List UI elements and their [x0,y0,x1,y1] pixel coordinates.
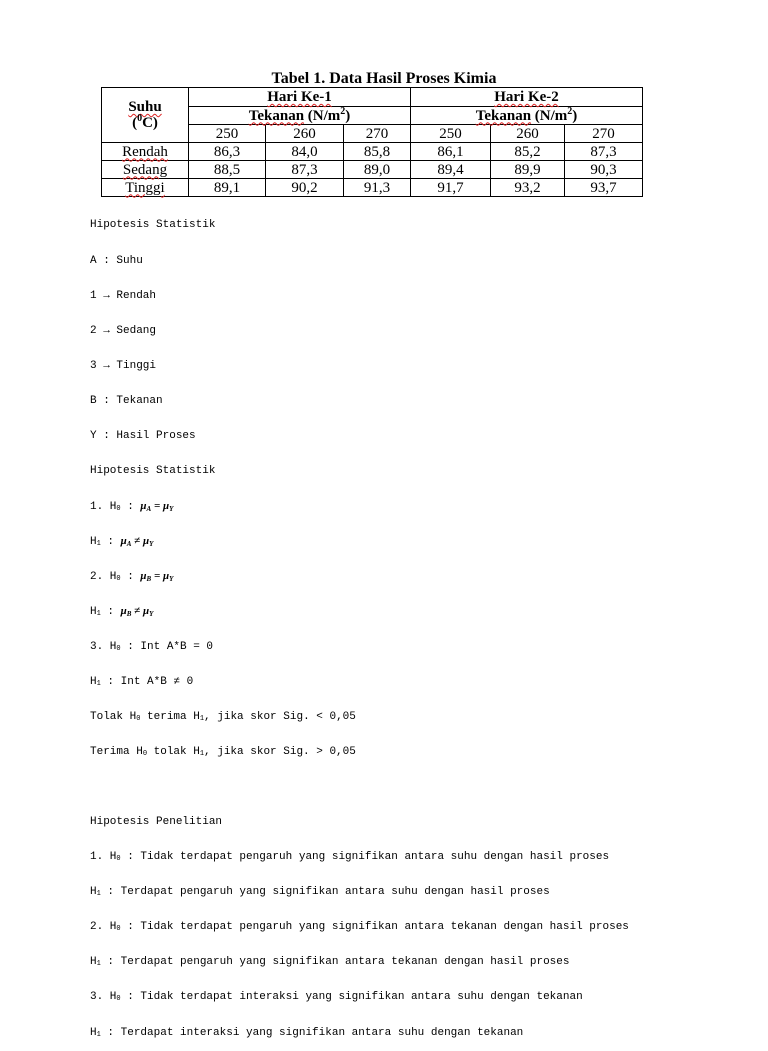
hypothesis-2-h0 [90,571,760,583]
note-line: Hipotesis Statistik [90,465,216,478]
table-cell: 90,3 [565,161,643,179]
tekanan-header-2 [411,107,643,125]
hypothesis-2-h1 [90,606,760,618]
note-line: Hipotesis Statistik [90,219,216,232]
note-line: 2 → Sedang [90,324,157,337]
table-cell: 89,1 [189,179,266,197]
tekanan-label: Tekanan $(N/m^2)$ [248,105,351,124]
table-cell: 86,3 [189,143,266,161]
note-line: 3 → Tinggi [90,359,157,372]
table-cell: 91,3 [344,179,411,197]
pressure-cell: 260 [491,125,565,143]
hypothesis-3-h1: H1 : Int A*B ≠ 0 [90,675,194,688]
row-label: Sedang [102,161,189,179]
math-expression: μB = μY [140,570,174,584]
table-cell: 91,7 [411,179,491,197]
table-cell: 90,2 [266,179,344,197]
hypothesis-prefix: 2. H0 : [90,571,134,584]
research-hypothesis-line: H1 : Terdapat interaksi yang signifikan antara suhu dengan tekanan [90,1026,524,1039]
row-label: Tinggi [102,179,189,197]
table-cell: 84,0 [266,143,344,161]
data-table [101,87,643,197]
math-expression: μB ≠ μY [120,605,154,619]
note-line: Y : Hasil Proses [90,429,196,442]
research-hypothesis-line: H1 : Terdapat pengaruh yang signifikan antara suhu dengan hasil proses [90,886,550,899]
rule-reject: Tolak H0 terima H1, jika skor Sig. < 0,05 [90,710,356,723]
note-line: A : Suhu [90,254,143,267]
table-title: Tabel 1. Data Hasil Proses Kimia [271,70,497,87]
hypothesis-prefix: H1 : [90,606,115,619]
rule-accept: Terima H0 tolak H1, jika skor Sig. > 0,05 [90,745,356,758]
row-label: Rendah [102,143,189,161]
suhu-unit: ($^0$C) [132,113,158,131]
table-cell: 85,8 [344,143,411,161]
suhu-header-cell [102,88,189,143]
table-row [102,179,643,197]
tekanan-header-1 [189,107,411,125]
table-cell: 89,9 [491,161,565,179]
note-line: B : Tekanan [90,394,163,407]
table-row [102,143,643,161]
hypothesis-prefix: 1. H0 : [90,501,134,514]
table-cell: 88,5 [189,161,266,179]
tekanan-label: Tekanan $(N/m^2)$ [475,105,578,124]
pressure-cell: 270 [565,125,643,143]
table-cell: 89,4 [411,161,491,179]
hypothesis-1-h1 [90,536,760,548]
table-cell: 89,0 [344,161,411,179]
hari1-label: Hari Ke-1 [267,89,332,105]
hari2-label: Hari Ke-2 [494,89,559,105]
hypothesis-notes [90,197,760,1051]
table-cell: 87,3 [266,161,344,179]
pressure-cell: 250 [411,125,491,143]
math-expression: μA = μY [140,500,174,514]
pressure-cell: 260 [266,125,344,143]
pressure-cell: 270 [344,125,411,143]
table-cell: 86,1 [411,143,491,161]
table-cell: 87,3 [565,143,643,161]
math-expression: μA ≠ μY [120,535,154,549]
table-cell: 93,2 [491,179,565,197]
hypothesis-1-h0 [90,501,760,513]
hari1-header [189,88,411,107]
hari2-header [411,88,643,107]
pressure-cell: 250 [189,125,266,143]
table-cell: 85,2 [491,143,565,161]
research-hypothesis-title: Hipotesis Penelitian [90,816,223,828]
hypothesis-prefix: H1 : [90,536,115,549]
research-hypothesis-line: H1 : Terdapat pengaruh yang signifikan antara tekanan dengan hasil proses [90,956,570,969]
table-row [102,161,643,179]
research-hypothesis-line: 2. H0 : Tidak terdapat pengaruh yang signifikan antara tekanan dengan hasil proses [90,921,629,934]
hypothesis-3-h0: 3. H0 : Int A*B = 0 [90,640,214,653]
research-hypothesis-line: 1. H0 : Tidak terdapat pengaruh yang signifikan antara suhu dengan hasil proses [90,851,610,864]
table-cell: 93,7 [565,179,643,197]
suhu-label: Suhu [128,99,162,115]
research-hypothesis-line: 3. H0 : Tidak terdapat interaksi yang signifikan antara suhu dengan tekanan [90,991,583,1004]
note-line: 1 → Rendah [90,289,157,302]
